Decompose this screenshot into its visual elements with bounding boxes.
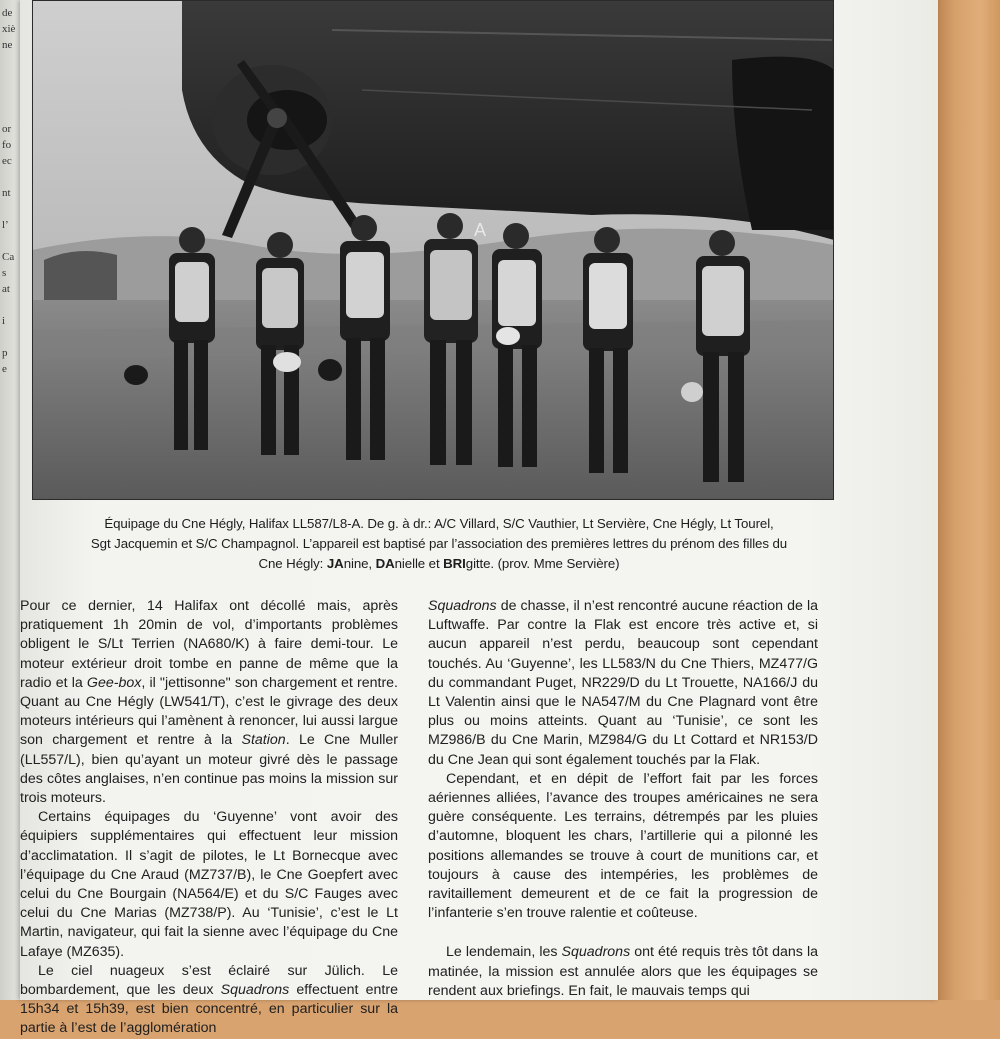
caption-line: Sgt Jacquemin et S/C Champagnol. L’appareil est baptisé par l’association des premières lettres du prénom des filles du: [90, 536, 788, 551]
photo-caption: [44, 514, 834, 574]
text-run: Le ciel nuageux s’est éclairé sur Jülich. Le bombardement, que les deux: [20, 962, 398, 999]
caption-text: Cne Hégly:: [258, 556, 327, 571]
left-page-fragment: l’: [2, 219, 9, 231]
caption-line: Équipage du Cne Hégly, Halifax LL587/L8-A. De g. à dr.: A/C Villard, S/C Vauthier, Lt Servière, Cne Hégly, Lt Tourel,: [104, 516, 774, 531]
paragraph: [20, 597, 398, 808]
text-run: , il "jettisonne" son chargement et rentre. Quant au Cne Hégly (LW541/T), c’est le givrage des deux moteurs intérieurs qui l’amènent à renoncer, lui aussi largue son chargement et rentre à la: [20, 674, 399, 749]
left-page-fragment: s: [2, 267, 7, 279]
left-page-fragment: Ca: [2, 251, 15, 263]
crew-photograph: [32, 0, 834, 500]
left-page-fragment: p: [2, 347, 8, 359]
left-page-fragment: ec: [2, 155, 12, 167]
text-run: Le lendemain, les: [446, 944, 562, 961]
aircraft-code-letter: A: [474, 220, 487, 240]
italic-term: Squadrons: [428, 598, 497, 614]
paragraph: [428, 597, 818, 770]
left-page-fragment: ne: [2, 39, 13, 51]
paragraph: Certains équipages du ‘Guyenne’ vont avoir des équipiers supplémentaires qui effectuent leur mission d’acclimatation. Il s’agit de pilotes, le Lt Bornecque avec l’équipage du Cne Araud (MZ737/B), le Cne Goepfert avec celui du Cne Bourgain (NA564/E) et du S/C Fauges avec celui du Cne Marias (MZ738/P). Au ‘Tunisie’, c’est le Lt Martin, navigateur, qui fait la sienne avec l’équipage du Cne Lafaye (MZ635).: [20, 809, 398, 960]
wooden-table-background: [935, 0, 1000, 1000]
caption-bold-initials: JA: [326, 556, 344, 571]
book-page: [20, 0, 938, 1037]
caption-text: gitte. (prov. Mme Servière): [465, 556, 620, 571]
italic-term: Gee-box: [86, 674, 142, 691]
left-page-fragment: nt: [2, 187, 11, 199]
text-run: effectuent entre 15h34 et 15h39, est bien concentré, en particulier sur la partie à l’est de l’agglomération: [20, 982, 398, 1037]
paragraph: [428, 943, 818, 1001]
caption-text: nine,: [343, 556, 376, 571]
left-page-fragment: fo: [2, 139, 12, 151]
left-page-fragment: or: [2, 123, 12, 135]
paragraph: Cependant, et en dépit de l’effort fait par les forces aériennes alliées, l’avance des troupes américaines ne sera guère conséquente. Les terrains, détrempés par les pluies d’automne, bloquent les chars, l’artillerie qui a pilonné les positions allemandes se trouve à court de munitions car, et toujours à cause des intempéries, les problèmes de ravitaillement demeurent et de ce fait la progression de l’infanterie s’en trouve ralentie et coûteuse.: [428, 770, 818, 922]
caption-bold-initials: BRI: [443, 556, 466, 571]
right-text-column: [428, 597, 818, 1001]
left-page-fragment: e: [2, 363, 7, 375]
text-run: Pour ce dernier, 14 Halifax ont décollé mais, après pratiquement 1h 20min de vol, d’importants problèmes obligent le S/Lt Terrien (NA680/K) à faire demi-tour. Le moteur extérieur droit tombe en panne de même que la radio et la: [20, 598, 398, 691]
left-text-column: [20, 597, 398, 1039]
paragraph: [20, 962, 398, 1039]
left-page-fragment: at: [2, 283, 10, 295]
paragraph-gap: [428, 923, 818, 943]
italic-term: Squadrons: [220, 982, 290, 999]
text-run: . Le Cne Muller (LL557/L), bien qu’ayant un moteur givré dès le passage des côtes anglaises, n’en continue pas moins la mission sur trois moteurs.: [20, 732, 399, 807]
caption-bold-initials: DA: [375, 556, 395, 571]
caption-line: [44, 554, 834, 574]
italic-term: Station: [241, 732, 286, 749]
italic-term: Squadrons: [561, 944, 631, 961]
left-page-fragment: de: [2, 7, 13, 19]
left-page-fragment: xiè: [2, 23, 16, 35]
caption-text: nielle et: [394, 556, 444, 571]
text-run: ont été requis très tôt dans la matinée, la mission est annulée alors que les équipages se rendent aux briefings. En fait, le mauvais temps qui: [428, 944, 818, 999]
text-run: de chasse, il n’est rencontré aucune réaction de la Luftwaffe. Par contre la Flak est encore très active et, si aucun appareil n’est perdu, beaucoup sont cependant touchés. Au ‘Guyenne’, les LL583/N du Cne Thiers, MZ477/G du commandant Puget, NR229/D du Lt Trouette, NA166/J du Lt Valentin ainsi que le NA547/M du Cne Plagnard vont être plus ou moins atteints. Quant au ‘Tunisie’, ce sont les MZ986/B du Cne Marin, MZ984/G du Lt Cottard et NR153/D du Cne Jean qui sont également touchés par la Flak.: [428, 598, 818, 768]
left-page-fragment: i: [2, 315, 6, 327]
